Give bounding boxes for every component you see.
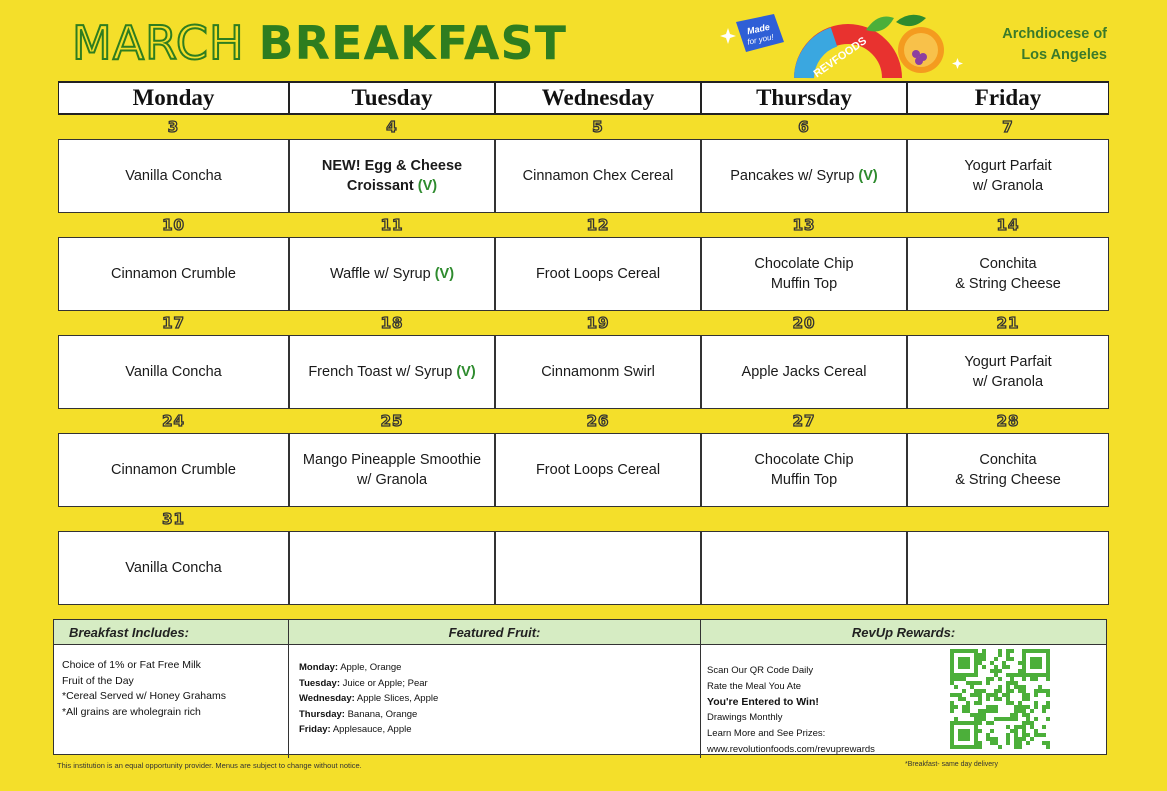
title-month: MARCH xyxy=(72,16,245,70)
rewards-link[interactable]: www.revolutionfoods.com/revuprewards xyxy=(707,743,875,755)
date-number-thursday xyxy=(701,507,907,531)
date-number-tuesday xyxy=(289,507,495,531)
meal-cell-monday xyxy=(58,335,289,409)
meal-row xyxy=(58,139,1109,213)
meal-cell-thursday xyxy=(701,433,907,507)
date-number-friday: 28 xyxy=(996,412,1020,430)
date-row xyxy=(58,507,1109,531)
date-number-wednesday: 19 xyxy=(586,314,610,332)
fruit-row-monday xyxy=(299,660,700,676)
meal-cell-wednesday xyxy=(495,139,701,213)
badge-line2: for you! xyxy=(746,32,775,47)
fruit-row-tuesday xyxy=(299,676,700,692)
meal-cell-tuesday xyxy=(289,433,495,507)
meal-cell-friday xyxy=(907,335,1109,409)
meal-name xyxy=(536,264,660,284)
info-panel xyxy=(53,619,1107,755)
info-body xyxy=(54,645,1106,754)
info-header xyxy=(54,620,1106,645)
fruit-items: Banana, Orange xyxy=(347,708,418,720)
meal-name xyxy=(536,460,660,480)
meal-name xyxy=(111,460,236,480)
date-number-monday: 31 xyxy=(162,510,185,528)
meal-text: Yogurt Parfait w/ Granola xyxy=(964,158,1052,194)
fruit-items: Applesauce, Apple xyxy=(332,724,412,735)
date-number-friday xyxy=(907,507,1109,531)
meal-name xyxy=(111,264,236,284)
meal-cell-monday xyxy=(58,531,289,605)
rewards-line: Learn More and See Prizes: xyxy=(707,728,826,740)
meal-text: Froot Loops Cereal xyxy=(535,462,661,478)
meal-text: Vanilla Concha xyxy=(125,560,222,576)
meal-row xyxy=(58,433,1109,507)
meal-text: Cinnamon Crumble xyxy=(111,266,236,282)
meal-cell-wednesday xyxy=(495,433,701,507)
rewards-section xyxy=(701,645,1106,758)
day-thursday: Thursday xyxy=(701,81,907,115)
meal-text: French Toast w/ Syrup xyxy=(308,364,453,380)
meal-cell-wednesday xyxy=(495,237,701,311)
includes-list xyxy=(54,645,288,720)
meal-cell-wednesday xyxy=(495,335,701,409)
fruit-section xyxy=(289,645,701,758)
fruit-day: Monday: xyxy=(299,662,339,673)
date-number-monday: 10 xyxy=(162,216,185,234)
meal-name xyxy=(308,362,475,382)
badge-icon xyxy=(736,14,784,52)
meal-name xyxy=(730,166,878,186)
date-number-tuesday: 18 xyxy=(380,314,404,332)
meal-text: Pancakes w/ Syrup xyxy=(730,168,855,184)
fruit-row-thursday xyxy=(299,707,700,723)
date-number-wednesday: 26 xyxy=(586,412,610,430)
includes-item: Fruit of the Day xyxy=(62,674,134,687)
fruit-row-wednesday xyxy=(299,691,700,707)
meal-name xyxy=(754,450,853,490)
meal-name xyxy=(964,352,1051,392)
organization-line2: Los Angeles xyxy=(1021,47,1107,63)
date-number-tuesday: 25 xyxy=(380,412,404,430)
meal-text: Chocolate Chip Muffin Top xyxy=(754,256,854,292)
meal-cell-friday xyxy=(907,237,1109,311)
fruit-day: Friday: xyxy=(299,724,331,735)
meal-cell-monday xyxy=(58,433,289,507)
vegetarian-tag: (V) xyxy=(434,266,455,282)
meal-text: Cinnamon Chex Cereal xyxy=(522,168,674,184)
meal-cell-thursday xyxy=(701,139,907,213)
page-title xyxy=(72,16,567,72)
day-monday: Monday xyxy=(58,81,289,115)
meal-cell-wednesday xyxy=(495,531,701,605)
date-number-thursday: 27 xyxy=(792,412,816,430)
meal-name xyxy=(125,558,221,578)
includes-item: Choice of 1% or Fat Free Milk xyxy=(62,659,201,671)
meal-text: Froot Loops Cereal xyxy=(535,266,661,282)
meal-cell-thursday xyxy=(701,531,907,605)
meal-cell-tuesday xyxy=(289,531,495,605)
meal-name xyxy=(303,450,481,490)
meal-text: Mango Pineapple Smoothie w/ Granola xyxy=(302,452,482,488)
date-number-thursday: 6 xyxy=(798,118,810,136)
meal-cell-friday xyxy=(907,433,1109,507)
meal-name xyxy=(125,362,221,382)
date-number-wednesday: 5 xyxy=(592,118,604,136)
meal-name xyxy=(955,254,1061,294)
footer-delivery-note: *Breakfast- same day delivery xyxy=(905,761,998,768)
fruit-day: Wednesday: xyxy=(299,693,355,704)
meal-text: Vanilla Concha xyxy=(125,364,222,380)
date-number-wednesday: 12 xyxy=(586,216,610,234)
meal-name xyxy=(523,166,674,186)
rewards-title: RevUp Rewards: xyxy=(851,624,956,640)
vegetarian-tag: (V) xyxy=(456,364,476,380)
meal-text: Yogurt Parfait w/ Granola xyxy=(964,354,1052,390)
meal-cell-friday xyxy=(907,139,1109,213)
meal-name xyxy=(125,166,221,186)
meal-cell-tuesday xyxy=(289,335,495,409)
date-number-monday: 24 xyxy=(162,412,185,430)
meal-cell-thursday xyxy=(701,237,907,311)
meal-name xyxy=(955,450,1061,490)
meal-cell-tuesday xyxy=(289,237,495,311)
rewards-line: Scan Our QR Code Daily xyxy=(707,665,814,676)
fruit-items: Juice or Apple; Pear xyxy=(342,677,428,689)
organization-line1: Archdiocese of xyxy=(1002,26,1107,42)
fruit-day: Thursday: xyxy=(299,708,345,720)
meal-text: Conchita & String Cheese xyxy=(955,256,1061,292)
meal-text: NEW! Egg & Cheese Croissant xyxy=(321,158,463,194)
day-wednesday: Wednesday xyxy=(495,81,701,115)
date-number-wednesday xyxy=(495,507,701,531)
meal-cell-thursday xyxy=(701,335,907,409)
meal-text: Cinnamon Crumble xyxy=(111,462,236,478)
fruit-list xyxy=(289,645,700,738)
meal-text: Chocolate Chip Muffin Top xyxy=(754,452,854,488)
meal-text: Cinnamonm Swirl xyxy=(541,364,655,380)
meal-cell-tuesday xyxy=(289,139,495,213)
meal-name xyxy=(322,156,462,196)
vegetarian-tag: (V) xyxy=(858,168,878,184)
includes-section xyxy=(54,645,289,758)
date-row xyxy=(58,311,1109,335)
date-number-friday: 21 xyxy=(996,314,1020,332)
date-number-monday: 17 xyxy=(162,314,185,332)
includes-title: Breakfast Includes: xyxy=(54,620,289,644)
date-number-thursday: 13 xyxy=(792,216,816,234)
rewards-line: Drawings Monthly xyxy=(707,712,783,724)
date-number-friday: 7 xyxy=(1002,118,1014,136)
meal-text: Waffle w/ Syrup xyxy=(329,266,431,282)
qr-code-icon[interactable] xyxy=(936,647,1061,751)
date-row xyxy=(58,115,1109,139)
meal-text: Conchita & String Cheese xyxy=(955,452,1061,488)
meal-name xyxy=(742,362,867,382)
meal-name xyxy=(541,362,655,382)
footer-disclaimer: This institution is an equal opportunity provider. Menus are subject to change without notice. xyxy=(57,761,362,770)
meal-name xyxy=(754,254,853,294)
date-number-tuesday: 4 xyxy=(386,118,398,136)
orange-fruit-icon xyxy=(898,27,944,73)
includes-item: *All grains are wholegrain rich xyxy=(62,705,201,718)
fruit-items: Apple, Orange xyxy=(340,662,402,673)
day-friday: Friday xyxy=(907,81,1109,115)
date-number-thursday: 20 xyxy=(792,314,816,332)
brand-name: REVFOODS xyxy=(811,34,870,80)
badge-line1: Made xyxy=(746,21,771,37)
meal-text: Apple Jacks Cereal xyxy=(741,364,867,380)
fruit-title: Featured Fruit: xyxy=(289,620,701,644)
meal-row xyxy=(58,237,1109,311)
fruit-day: Tuesday: xyxy=(299,677,341,689)
meal-name xyxy=(964,156,1051,196)
organization-name xyxy=(957,24,1107,66)
meal-name xyxy=(330,264,454,284)
fruit-items: Apple Slices, Apple xyxy=(356,693,439,704)
meal-row xyxy=(58,335,1109,409)
meal-cell-monday xyxy=(58,139,289,213)
rewards-line: Rate the Meal You Ate xyxy=(707,680,802,692)
date-number-monday: 3 xyxy=(167,118,180,136)
date-row xyxy=(58,409,1109,433)
meal-cell-monday xyxy=(58,237,289,311)
meal-row xyxy=(58,531,1109,605)
meal-text: Vanilla Concha xyxy=(125,168,222,184)
includes-item: *Cereal Served w/ Honey Grahams xyxy=(62,690,226,702)
date-number-friday: 14 xyxy=(996,216,1020,234)
title-meal: BREAKFAST xyxy=(258,16,567,70)
date-row xyxy=(58,213,1109,237)
weekday-header xyxy=(58,81,1109,115)
day-tuesday: Tuesday xyxy=(289,81,495,115)
date-number-tuesday: 11 xyxy=(380,216,404,234)
meal-cell-friday xyxy=(907,531,1109,605)
rewards-line-highlight: You're Entered to Win! xyxy=(707,695,819,708)
fruit-row-friday xyxy=(299,722,700,738)
menu-calendar xyxy=(58,81,1109,605)
revfoods-logo xyxy=(716,8,976,80)
vegetarian-tag: (V) xyxy=(417,178,438,194)
